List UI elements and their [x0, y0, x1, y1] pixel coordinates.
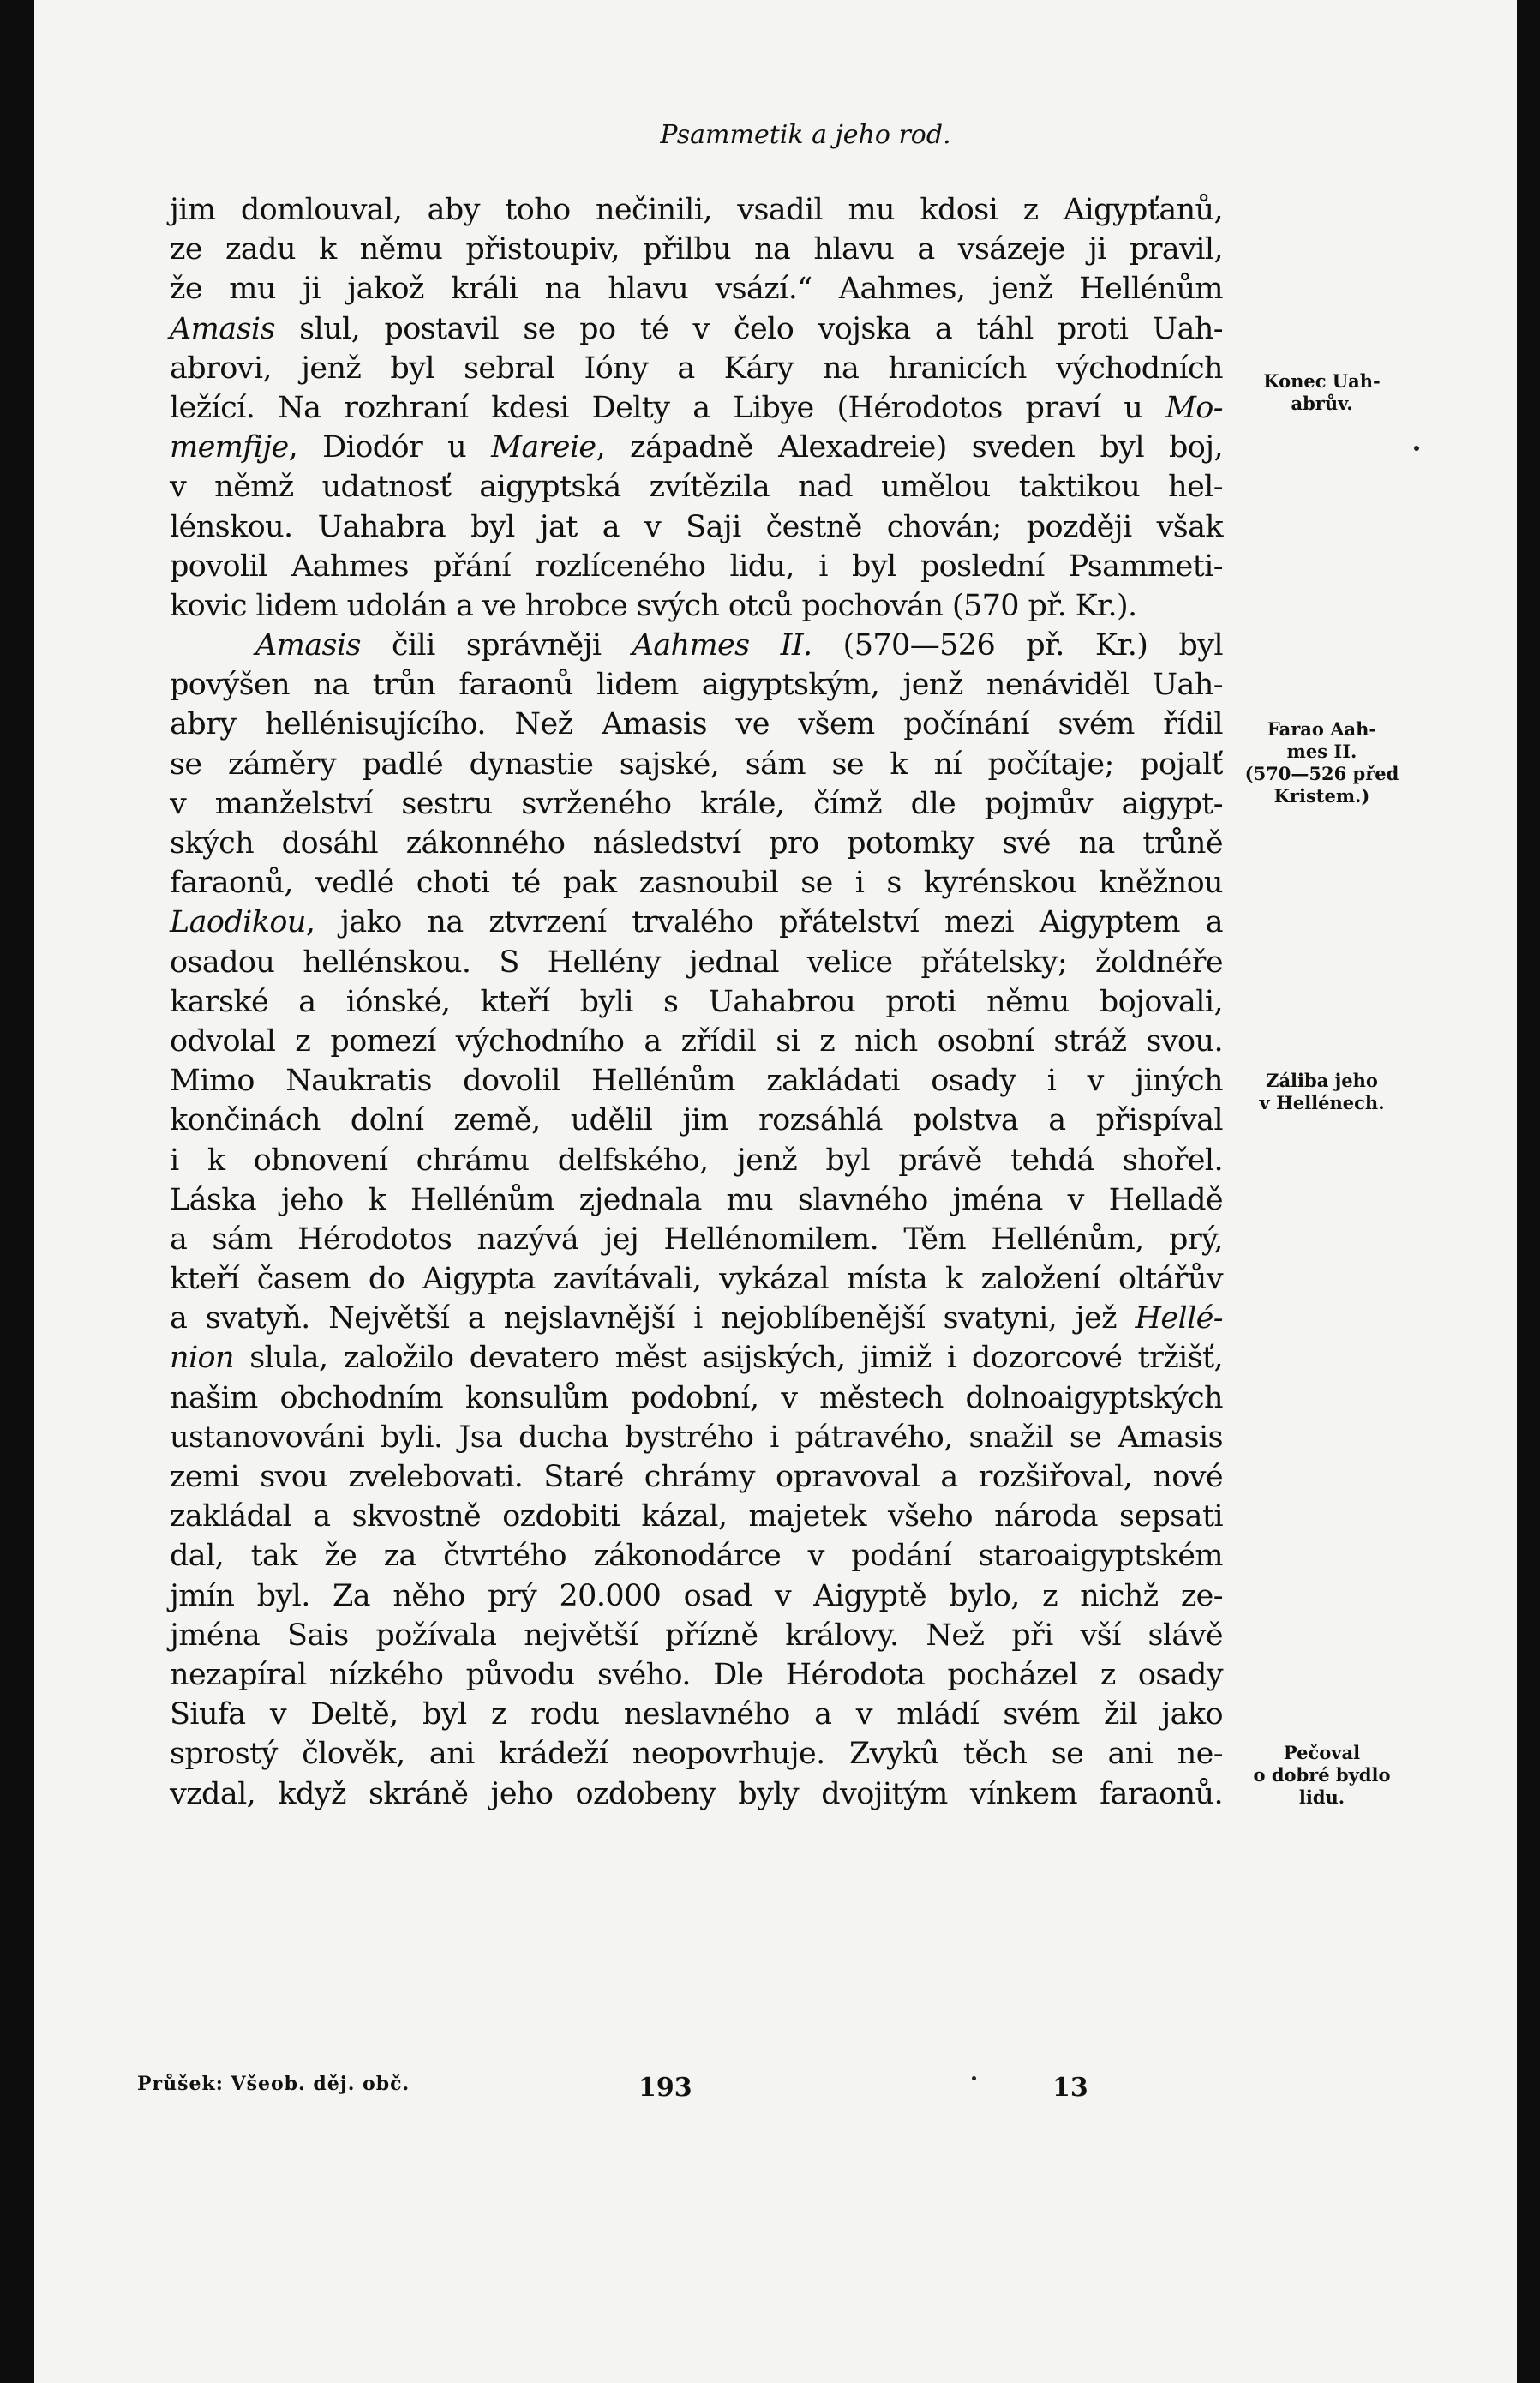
text-line: dal, tak že za čtvrtého zákonodárce v podání staroaigyptském [170, 1539, 1223, 1574]
text-line: abrovi, jenž byl sebral Ióny a Káry na hranicích východních [170, 351, 1223, 386]
text-line: Mimo Naukratis dovolil Hellénům zakládati osady i v jiných [170, 1064, 1223, 1099]
text-line: povýšen na trůn faraonů lidem aigyptským, jenž nenáviděl Uah- [170, 668, 1223, 703]
text-line: ze zadu k němu přistoupiv, přilbu na hlavu a vsázeje ji pravil, [170, 232, 1223, 267]
text-line: kteří časem do Aigypta zavítávali, vykázal místa k založení oltářův [170, 1262, 1223, 1297]
footer-source: Průšek: Všeob. děj. obč. [137, 2073, 410, 2095]
text-line: ustanovováni byli. Jsa ducha bystrého i pátravého, snažil se Amasis [170, 1420, 1223, 1455]
text-line: sprostý člověk, ani krádeží neopovrhuje. Zvykû těch se ani ne- [170, 1737, 1223, 1772]
text-line: v němž udatnosť aigyptská zvítězila nad umělou taktikou hel- [170, 470, 1223, 505]
margin-note-pecoval: Pečoval o dobré bydlo lidu. [1253, 1742, 1391, 1808]
text-line: našim obchodním konsulům podobní, v městech dolnoaigyptských [170, 1380, 1223, 1415]
text-line: abry hellénisujícího. Než Amasis ve všem počínání svém řídil [170, 707, 1223, 742]
text-line: lénskou. Uahabra byl jat a v Saji čestně chován; později však [170, 509, 1223, 544]
text-line: i k obnovení chrámu delfského, jenž byl právě tehdá shořel. [170, 1143, 1223, 1178]
text-line: faraonů, vedlé choti té pak zasnoubil se i s kyrénskou kněžnou [170, 866, 1223, 901]
text-line: vzdal, když skráně jeho ozdobeny byly dvojitým vínkem faraonů. [170, 1776, 1223, 1811]
page-number: 193 [638, 2073, 692, 2103]
text-line: kovic lidem udolán a ve hrobce svých otců pochován (570 př. Kr.). [170, 588, 1137, 623]
body-text [170, 190, 1223, 1814]
text-line: povolil Aahmes přání rozlíceného lidu, i byl poslední Psammeti- [170, 549, 1223, 584]
text-line: že mu ji jakož králi na hlavu vsází.“ Aahmes, jenž Hellénům [170, 272, 1223, 307]
speck [972, 2076, 976, 2080]
margin-note-zaliba: Záliba jeho v Hellénech. [1259, 1070, 1385, 1113]
text-line: Láska jeho k Hellénům zjednala mu slavného jména v Helladě [170, 1182, 1223, 1217]
text-line: končinách dolní země, udělil jim rozsáhlá polstva a přispíval [170, 1103, 1223, 1138]
text-line: nion slula, založilo devatero měst asijských, jimiž i dozorcové tržišť, [170, 1341, 1223, 1376]
text-line: osadou hellénskou. S Hellény jednal velice přátelsky; žoldnéře [170, 945, 1223, 980]
running-head: Psammetik a jeho rod. [660, 120, 951, 150]
italic-name: Amasis [170, 311, 275, 346]
text-line: zakládal a skvostně ozdobiti kázal, majetek všeho národa sepsati [170, 1499, 1223, 1534]
speck [1414, 446, 1419, 451]
text-line: Amasis čili správněji Aahmes II. (570—526 př. Kr.) byl [255, 628, 1224, 663]
text-line: a svatyň. Největší a nejslavnější i nejoblíbenější svatyni, jež Hellé- [170, 1301, 1223, 1336]
text-line: memfije, Diodór u Mareie, západně Alexadreie) sveden byl boj, [170, 430, 1223, 465]
margin-note-farao-aahmes: Farao Aah- mes II. (570—526 před Kristem.) [1244, 718, 1399, 807]
text-line: Laodikou, jako na ztvrzení trvalého přátelství mezi Aigyptem a [170, 905, 1223, 940]
text-line: nezapíral nízkého původu svého. Dle Hérodota pocházel z osady [170, 1657, 1223, 1692]
text-line: ských dosáhl zákonného následství pro potomky své na trůně [170, 826, 1223, 861]
signature-mark: 13 [1052, 2073, 1088, 2103]
text-line: ležící. Na rozhraní kdesi Delty a Libye (Hérodotos praví u Mo- [170, 390, 1223, 425]
text-line: jména Sais požívala největší přízně královy. Než při vší slávě [170, 1618, 1223, 1653]
text-line: v manželství sestru svrženého krále, čímž dle pojmův aigypt- [170, 786, 1223, 821]
text-line: Amasis slul, postavil se po té v čelo vojska a táhl proti Uah- [170, 311, 1223, 346]
text-line: a sám Hérodotos nazývá jej Hellénomilem. Těm Hellénům, prý, [170, 1222, 1223, 1257]
book-page [34, 0, 1517, 2383]
text-line: Siufa v Deltě, byl z rodu neslavného a v mládí svém žil jako [170, 1697, 1223, 1732]
text-line: karské a iónské, kteří byli s Uahabrou proti němu bojovali, [170, 984, 1223, 1019]
margin-note-konec-uahabruv: Konec Uah- abrův. [1263, 370, 1381, 414]
text-line: se záměry padlé dynastie sajské, sám se k ní počítaje; pojalť [170, 747, 1223, 782]
text-line: odvolal z pomezí východního a zřídil si z nich osobní stráž svou. [170, 1023, 1223, 1059]
text-line: jmín byl. Za něho prý 20.000 osad v Aigyptě bylo, z nichž ze- [170, 1578, 1223, 1613]
text-line: jim domlouval, aby toho nečinili, vsadil mu kdosi z Aigypťanů, [170, 193, 1223, 227]
text-line: zemi svou zvelebovati. Staré chrámy opravoval a rozšiřoval, nové [170, 1460, 1223, 1494]
